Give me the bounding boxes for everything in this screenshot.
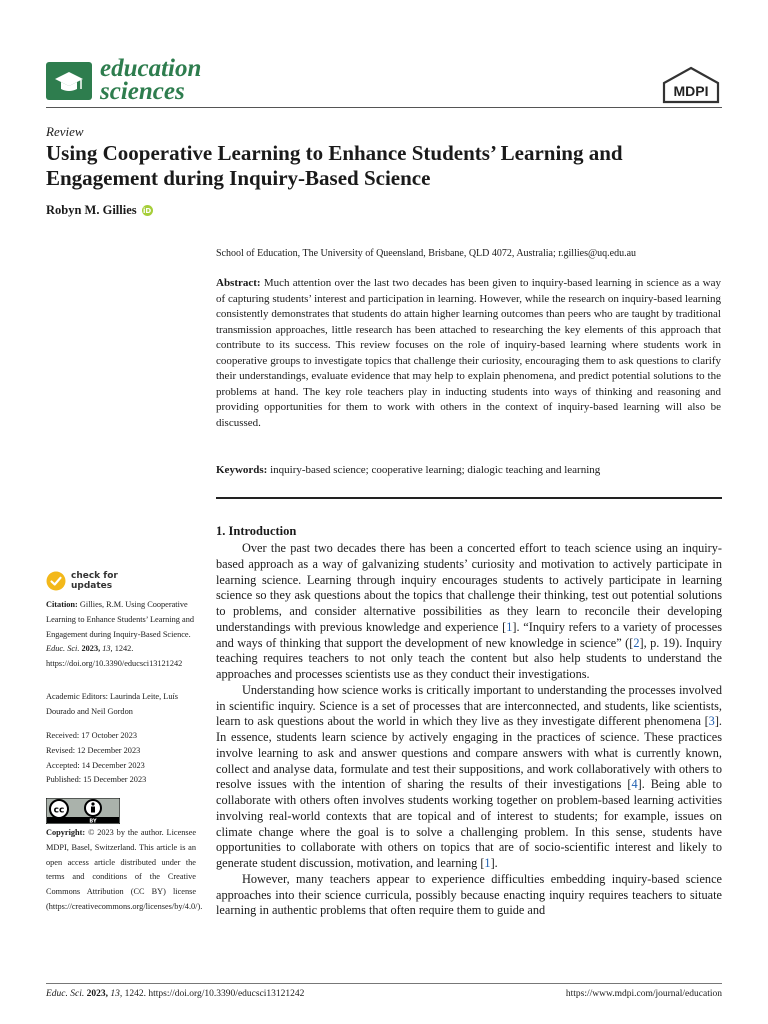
received-date: Received: 17 October 2023	[46, 731, 138, 740]
keywords	[216, 464, 600, 476]
check-updates-icon	[46, 571, 66, 591]
text-run: ]. “Inquiry refers to a variety of processes and ways of thinking that support the development of new knowledge in science” ([	[216, 619, 722, 650]
body-text	[216, 541, 722, 919]
journal-name-line1: education	[100, 55, 202, 82]
paragraph	[216, 683, 722, 872]
svg-text:cc: cc	[53, 805, 65, 816]
reference-link[interactable]: 1	[484, 856, 491, 870]
section-heading: 1. Introduction	[216, 524, 297, 538]
abstract-label: Abstract:	[216, 277, 261, 289]
article-title: Using Cooperative Learning to Enhance Students’ Learning and Engagement during Inquiry-Based Science	[46, 141, 623, 190]
check-updates-line1: check for	[71, 571, 118, 581]
citation-block	[46, 598, 196, 672]
cc-by-label: BY	[89, 818, 97, 824]
reference-link[interactable]: 4	[631, 777, 638, 792]
text-run: Over the past two decades there has been a concerted effort to teach science using an inquiry-based approach as a way of galvanizing students’ curiosity and motivation to actively participate in learning science. Learning through inquiry encourages students to actively participate in learning science so they ask questions about the topics that challenge their thinking, test out potential solutions to problems, and consider alternative possibilities as they learn to reconcile their developing understandings with previous knowledge and experience [	[216, 541, 722, 634]
header-divider	[46, 107, 722, 108]
abstract	[216, 276, 721, 431]
cc-by-license-icon[interactable]	[46, 798, 120, 824]
mdpi-logo-icon[interactable]	[662, 66, 720, 104]
citation-year: 2023,	[81, 644, 101, 654]
footer-doi[interactable]: 1242. https://doi.org/10.3390/educsci13121242	[124, 989, 305, 999]
paragraph	[216, 541, 722, 683]
author-line	[46, 203, 153, 218]
check-updates-line2: updates	[71, 581, 113, 591]
reference-link[interactable]: 1	[506, 619, 513, 634]
reference-link[interactable]: 3	[708, 714, 715, 729]
citation-volume: 13,	[102, 644, 113, 654]
footer-citation	[46, 989, 304, 999]
accepted-date: Accepted: 14 December 2023	[46, 760, 145, 770]
publication-dates	[46, 729, 196, 788]
mdpi-logo-text: MDPI	[673, 83, 709, 99]
citation-journal: Educ. Sci.	[46, 644, 80, 654]
article-type: Review	[46, 124, 84, 139]
keywords-text: inquiry-based science; cooperative learning; dialogic teaching and learning	[270, 464, 601, 476]
revised-date: Revised: 12 December 2023	[46, 745, 141, 755]
journal-name-line2: sciences	[100, 78, 185, 105]
reference-link[interactable]: 2	[633, 635, 640, 650]
text-run: ].	[490, 856, 498, 870]
copyright-text: © 2023 by the author. Licensee MDPI, Basel, Switzerland. This article is an open access article distributed under the terms and conditions of the Creative Commons Attribution (CC BY) license (https://creativecommons.org/licenses/by/4.0/).	[46, 828, 203, 911]
keywords-label: Keywords:	[216, 464, 268, 476]
orcid-icon[interactable]: iD	[143, 206, 152, 215]
citation-doi[interactable]: 1242. https://doi.org/10.3390/educsci13121242	[46, 644, 183, 669]
academic-editors: Academic Editors: Laurinda Leite, Luís Dourado and Neil Gordon	[46, 692, 179, 716]
footer-year: 2023,	[86, 989, 109, 999]
citation-label: Citation:	[46, 600, 78, 609]
check-for-updates-badge[interactable]	[46, 571, 118, 591]
published-date: Published: 15 December 2023	[46, 775, 147, 785]
copyright-label: Copyright:	[46, 828, 86, 837]
abstract-text: Much attention over the last two decades has been given to inquiry-based learning in science as a way of capturing students’ interest and participation in learning. However, while the research on inquiry-based learning consistently demonstrates that students do attain higher learning outcomes than peers who are taught by traditional transmission approaches, little research has been attached to researching the key elements of this approach that contribute to its success. This review focuses on the role of inquiry-based learning where students work in cooperative groups to investigate topics that challenge their curiosity, encouraging them to ask questions to clarify their understandings, evaluate evidence that may help to explain phenomena, and predict potential solutions to the problems at hand. The key role teachers play in inducting students into ways of thinking and reasoning and providing opportunities for them to work with others in the context of inquiry-based learning will also be discussed.	[216, 277, 721, 429]
footer-journal: Educ. Sci.	[46, 989, 85, 999]
abstract-divider	[216, 497, 722, 499]
paragraph: However, many teachers appear to experience difficulties embedding inquiry-based science approaches into their science curricula, possibly because enacting inquiry requires teachers to situate learning in authentic problems that often require them to guide and	[216, 871, 722, 918]
text-run: Understanding how science works is critically important to understanding the processes involved in scientific inquiry. Science is a set of processes that are interconnected, and students, like scientists, learn to ask questions about the world in which they live as they investigate different phenomena [	[216, 682, 722, 729]
footer-journal-url[interactable]: https://www.mdpi.com/journal/education	[565, 989, 722, 999]
text-run: ]. In essence, students learn science by actively engaging in the practices of science. These practices involve learning to ask and answer questions and compare answers with what is currently known, collect and analyse data, formulate and test their suppositions, and work collaboratively with others to resolve issues with the intention of sharing the results of their investigations [	[216, 714, 722, 792]
affiliation: School of Education, The University of Queensland, Brisbane, QLD 4072, Australia; r.gillies@uq.edu.au	[216, 248, 637, 259]
copyright-block	[46, 826, 203, 915]
text-run: ], p. 19). Inquiry teaching requires teachers to not only teach the content but also help students to understand the approaches and processes scientists use as they conduct their investigations.	[216, 635, 722, 681]
journal-logo-icon	[46, 62, 92, 100]
text-run: ]. Being able to collaborate with others often involves students working together on problem-based learning activities involving real-world contexts that are topical and of interest to students; for example, issues on climate change where the goal is to solve a challenging problem. In this sense, students have opportunities to collaborate with others on topics that are of socio-scientific interest and likely to generate student discussion, motivation, and learning [	[216, 777, 722, 870]
author-name[interactable]: Robyn M. Gillies	[46, 203, 137, 217]
journal-name[interactable]	[100, 57, 201, 103]
citation-text: Gillies, R.M. Using Cooperative Learning to Enhance Students’ Learning and Engagement during Inquiry-Based Science.	[46, 600, 194, 639]
footer-volume: 13,	[110, 989, 123, 999]
footer-divider	[46, 983, 722, 984]
